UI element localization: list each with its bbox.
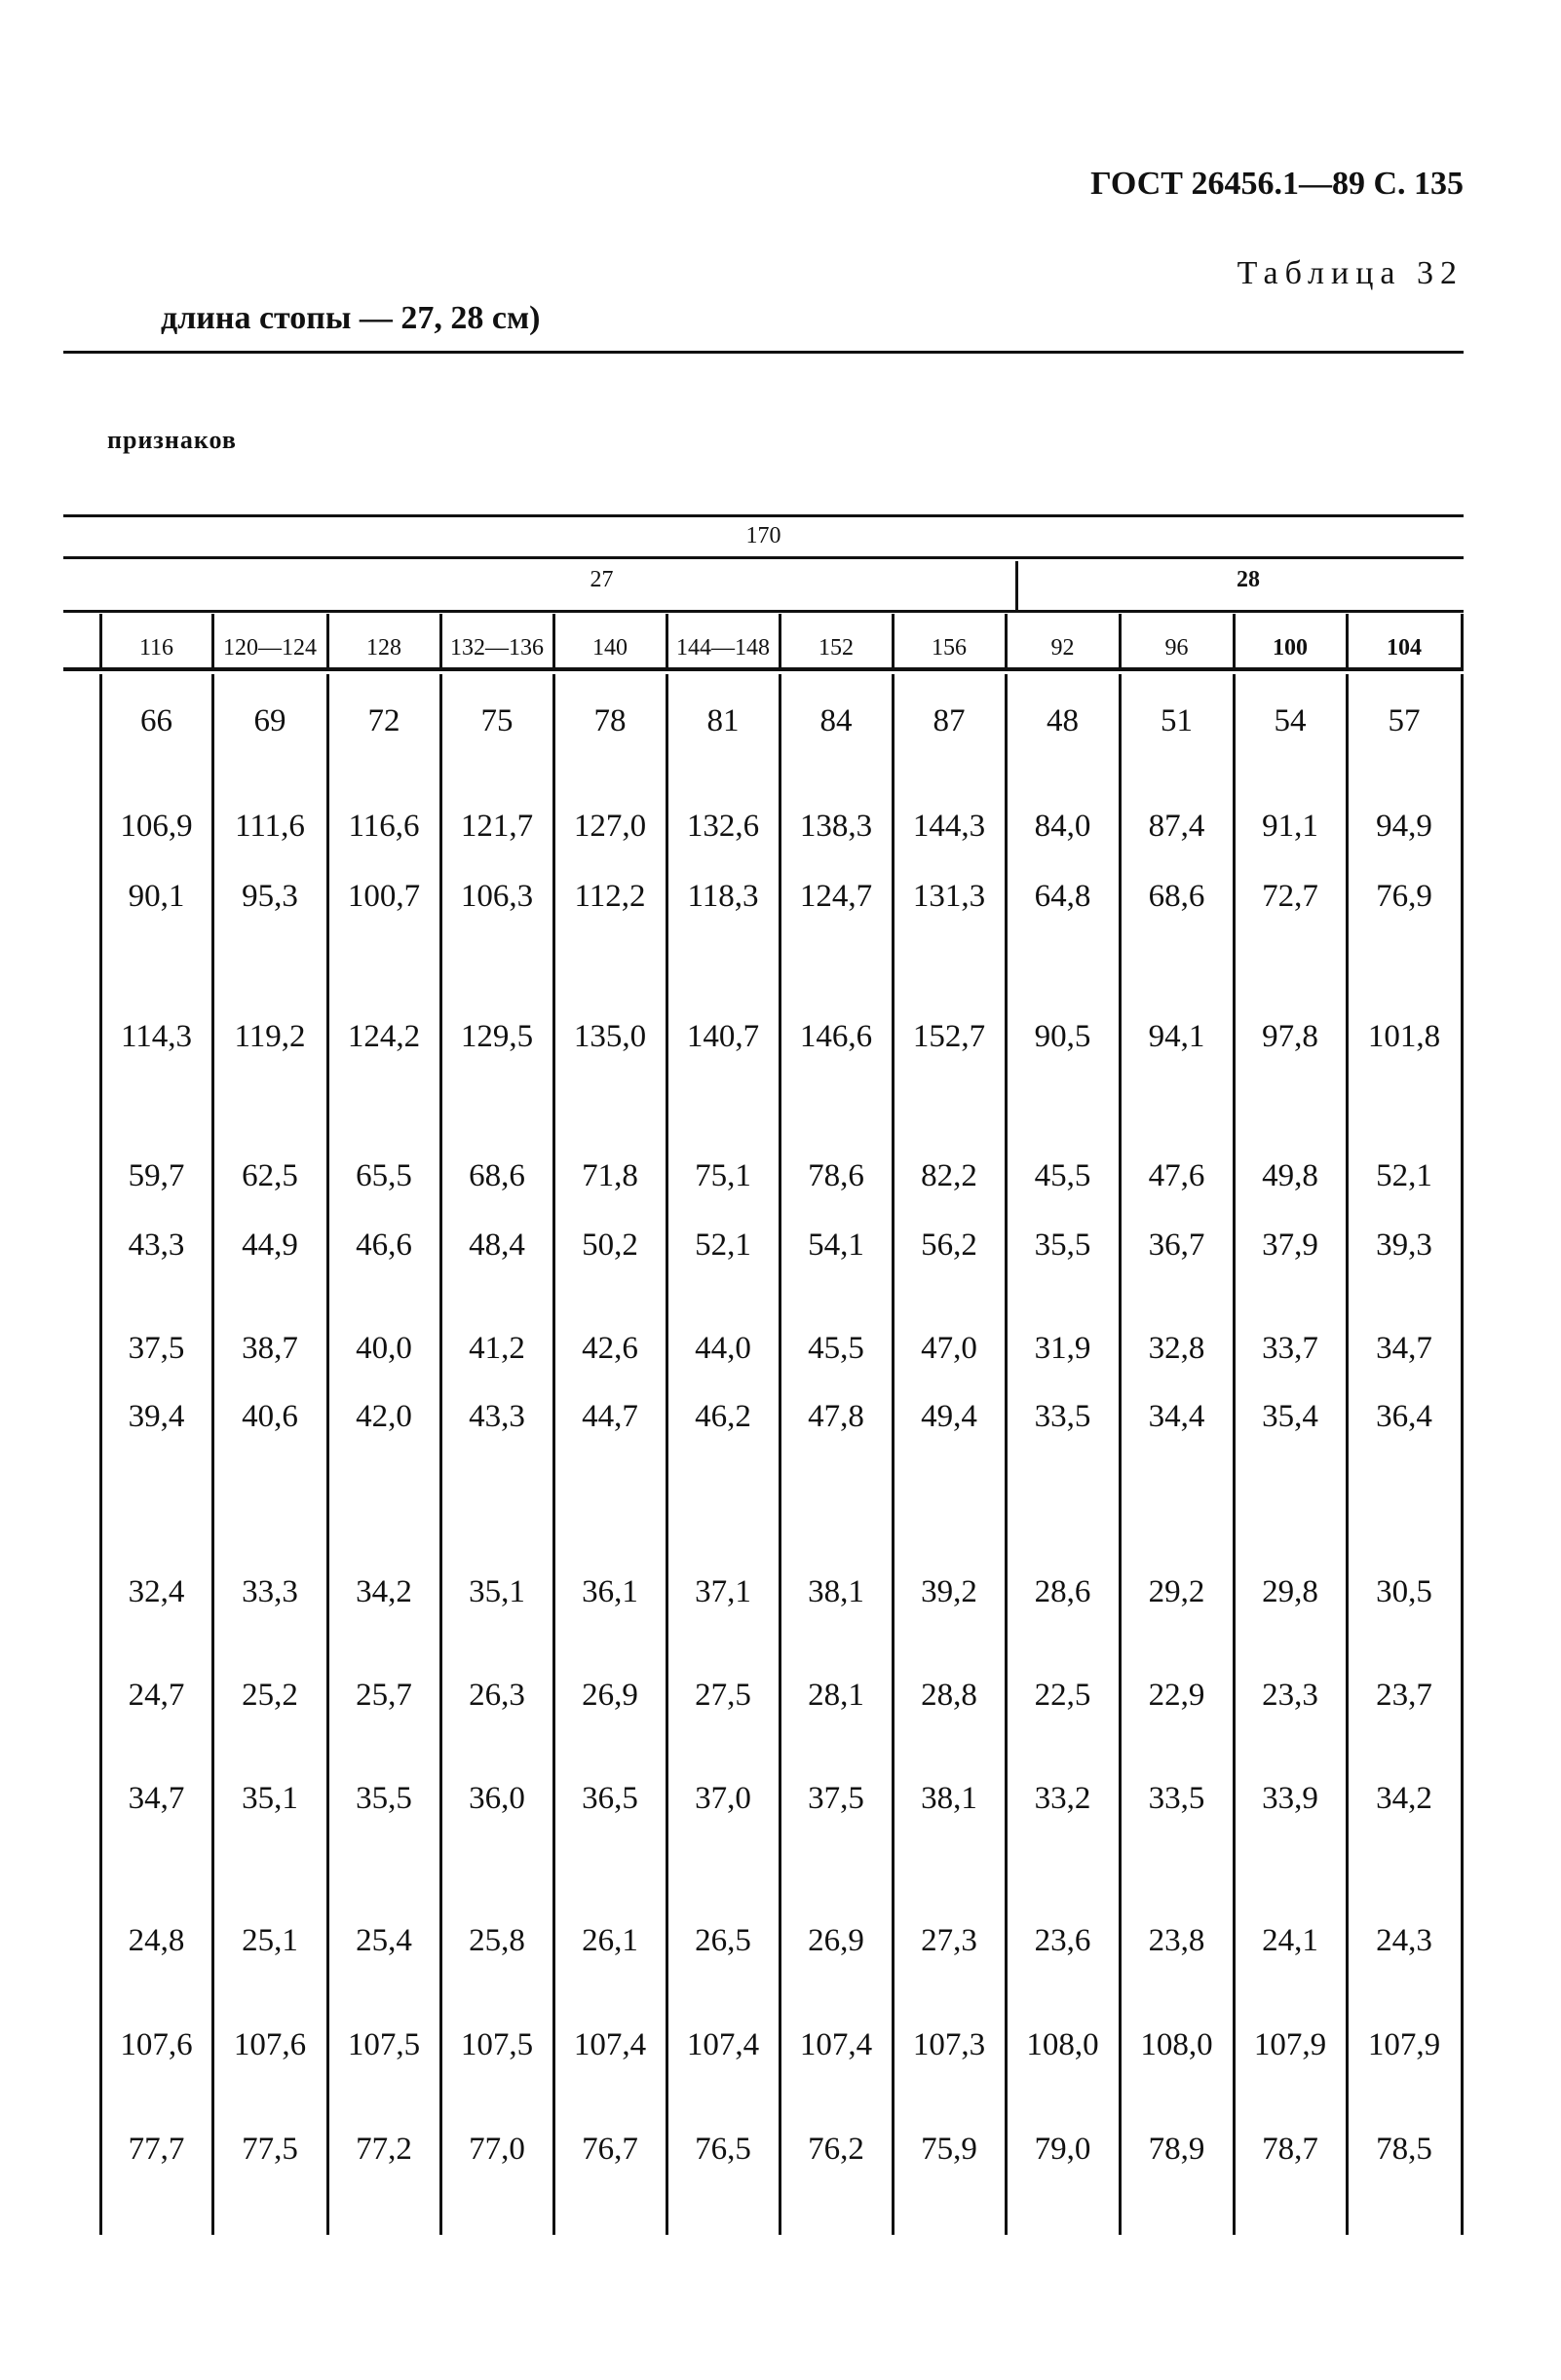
table-cell: 78,9: [1148, 2132, 1205, 2167]
table-cell: 34,2: [1376, 1781, 1432, 1816]
table-cell: 35,5: [356, 1781, 412, 1816]
table-cell: 59,7: [128, 1158, 185, 1193]
table-cell: 37,1: [695, 1574, 751, 1609]
table-cell: 35,5: [1034, 1228, 1091, 1263]
table-cell: 49,8: [1262, 1158, 1318, 1193]
table-label: Таблица 32: [1237, 255, 1464, 291]
table-cell: 107,9: [1253, 2027, 1327, 2062]
table-cell: 47,6: [1148, 1158, 1205, 1193]
table-cell: 121,7: [460, 809, 534, 844]
table-cell: 48: [1047, 703, 1079, 738]
table-cell: 26,9: [808, 1923, 864, 1958]
table-cell: 77,7: [128, 2132, 185, 2167]
table-cell: 37,5: [808, 1781, 864, 1816]
table-cell: 26,1: [582, 1923, 638, 1958]
column-header: 128: [366, 635, 401, 661]
table-cell: 107,6: [233, 2027, 307, 2062]
table-cell: 54,1: [808, 1228, 864, 1263]
table-cell: 27,3: [921, 1923, 977, 1958]
table-cell: 32,8: [1148, 1331, 1205, 1366]
table-cell: 152,7: [912, 1019, 986, 1054]
table-cell: 36,0: [469, 1781, 525, 1816]
table-cell: 33,2: [1034, 1781, 1091, 1816]
table-cell: 35,1: [242, 1781, 298, 1816]
table-cell: 39,4: [128, 1399, 185, 1434]
table-cell: 44,7: [582, 1399, 638, 1434]
table-cell: 24,7: [128, 1678, 185, 1713]
column-header: 104: [1387, 635, 1422, 661]
table-cell: 27,5: [695, 1678, 751, 1713]
table-top-rule: [63, 514, 1464, 517]
table-cell: 87,4: [1148, 809, 1205, 844]
table-cell: 62,5: [242, 1158, 298, 1193]
table-cell: 34,7: [1376, 1331, 1432, 1366]
table-cell: 38,1: [808, 1574, 864, 1609]
table-cell: 71,8: [582, 1158, 638, 1193]
table-cell: 118,3: [687, 879, 759, 914]
table-cell: 40,0: [356, 1331, 412, 1366]
table-cell: 49,4: [921, 1399, 977, 1434]
table-cell: 94,9: [1376, 809, 1432, 844]
table-cell: 24,8: [128, 1923, 185, 1958]
table-cell: 22,5: [1034, 1678, 1091, 1713]
table-cell: 78: [593, 703, 627, 738]
header-column-divider: [666, 614, 668, 667]
table-cell: 23,6: [1034, 1923, 1091, 1958]
table-cell: 107,5: [347, 2027, 421, 2062]
table-cell: 40,6: [242, 1399, 298, 1434]
table-cell: 35,1: [469, 1574, 525, 1609]
table-cell: 132,6: [686, 809, 760, 844]
column-header: 156: [932, 635, 967, 661]
header-column-divider: [892, 614, 895, 667]
table-cell: 114,3: [120, 1019, 193, 1054]
table-cell: 146,6: [799, 1019, 873, 1054]
table-cell: 57: [1388, 703, 1421, 738]
table-cell: 97,8: [1262, 1019, 1318, 1054]
header-rule-2: [63, 610, 1464, 613]
table-cell: 36,1: [582, 1574, 638, 1609]
group-divider: [1015, 561, 1018, 610]
table-cell: 111,6: [235, 809, 305, 844]
table-cell: 91,1: [1262, 809, 1318, 844]
table-cell: 25,7: [356, 1678, 412, 1713]
header-column-divider: [1346, 614, 1349, 667]
table-cell: 38,7: [242, 1331, 298, 1366]
table-cell: 23,7: [1376, 1678, 1432, 1713]
table-cell: 39,3: [1376, 1228, 1432, 1263]
caption-rule: [63, 351, 1464, 354]
table-cell: 116,6: [348, 809, 420, 844]
table-cell: 47,0: [921, 1331, 977, 1366]
group-header-right: 28: [1237, 567, 1260, 592]
table-cell: 34,2: [356, 1574, 412, 1609]
table-cell: 107,4: [686, 2027, 760, 2062]
table-cell: 42,0: [356, 1399, 412, 1434]
page-header: ГОСТ 26456.1—89 С. 135: [1090, 166, 1464, 202]
table-cell: 82,2: [921, 1158, 977, 1193]
group-header-top: 170: [745, 523, 781, 548]
header-column-divider: [99, 614, 102, 667]
column-header: 144—148: [676, 635, 770, 661]
table-cell: 90,5: [1034, 1019, 1091, 1054]
table-cell: 41,2: [469, 1331, 525, 1366]
table-cell: 33,5: [1034, 1399, 1091, 1434]
table-cell: 66: [140, 703, 172, 738]
table-cell: 29,8: [1262, 1574, 1318, 1609]
column-header: 116: [138, 635, 174, 661]
column-header: 140: [592, 635, 628, 661]
table-cell: 77,0: [469, 2132, 525, 2167]
table-cell: 78,6: [808, 1158, 864, 1193]
table-cell: 135,0: [573, 1019, 647, 1054]
table-cell: 44,0: [695, 1331, 751, 1366]
table-cell: 106,9: [120, 809, 193, 844]
table-cell: 107,4: [799, 2027, 873, 2062]
table-cell: 31,9: [1034, 1331, 1091, 1366]
table-cell: 94,1: [1148, 1019, 1205, 1054]
table-cell: 108,0: [1026, 2027, 1099, 2062]
table-cell: 101,8: [1367, 1019, 1441, 1054]
table-cell: 24,3: [1376, 1923, 1432, 1958]
header-column-divider: [326, 614, 329, 667]
table-cell: 30,5: [1376, 1574, 1432, 1609]
table-cell: 72: [367, 703, 400, 738]
table-cell: 37,9: [1262, 1228, 1318, 1263]
table-cell: 33,5: [1148, 1781, 1205, 1816]
table-cell: 34,7: [128, 1781, 185, 1816]
table-cell: 22,9: [1148, 1678, 1205, 1713]
table-cell: 138,3: [799, 809, 873, 844]
table-cell: 75,1: [695, 1158, 751, 1193]
table-cell: 72,7: [1262, 879, 1318, 914]
table-cell: 42,6: [582, 1331, 638, 1366]
table-cell: 50,2: [582, 1228, 638, 1263]
table-cell: 43,3: [469, 1399, 525, 1434]
table-cell: 37,5: [128, 1331, 185, 1366]
table-cell: 84: [819, 703, 853, 738]
header-column-divider: [1461, 614, 1464, 667]
table-cell: 43,3: [128, 1228, 185, 1263]
table-cell: 100,7: [347, 879, 421, 914]
table-cell: 87: [933, 703, 966, 738]
table-cell: 127,0: [573, 809, 647, 844]
table-cell: 69: [253, 703, 286, 738]
table-cell: 47,8: [808, 1399, 864, 1434]
table-cell: 33,3: [242, 1574, 298, 1609]
table-cell: 90,1: [128, 879, 185, 914]
table-cell: 33,7: [1262, 1331, 1318, 1366]
table-cell: 36,5: [582, 1781, 638, 1816]
group-header-left: 27: [590, 567, 614, 592]
table-cell: 129,5: [460, 1019, 534, 1054]
column-header: 132—136: [450, 635, 544, 661]
table-cell: 28,8: [921, 1678, 977, 1713]
table-cell: 56,2: [921, 1228, 977, 1263]
table-cell: 124,7: [799, 879, 873, 914]
table-cell: 76,7: [582, 2132, 638, 2167]
column-header: 152: [819, 635, 854, 661]
table-cell: 46,2: [695, 1399, 751, 1434]
table-cell: 52,1: [695, 1228, 751, 1263]
table-cell: 35,4: [1262, 1399, 1318, 1434]
header-column-divider: [1005, 614, 1008, 667]
table-cell: 84,0: [1034, 809, 1091, 844]
table-cell: 124,2: [347, 1019, 421, 1054]
table-cell: 144,3: [912, 809, 986, 844]
table-cell: 36,7: [1148, 1228, 1205, 1263]
table-cell: 26,9: [582, 1678, 638, 1713]
table-cell: 26,5: [695, 1923, 751, 1958]
table-cell: 25,4: [356, 1923, 412, 1958]
table-cell: 65,5: [356, 1158, 412, 1193]
column-header: 92: [1050, 635, 1075, 661]
table-cell: 119,2: [234, 1019, 306, 1054]
table-cell: 79,0: [1034, 2132, 1091, 2167]
header-column-divider: [1119, 614, 1122, 667]
column-header: 120—124: [223, 635, 317, 661]
table-cell: 33,9: [1262, 1781, 1318, 1816]
table-cell: 107,5: [460, 2027, 534, 2062]
table-cell: 76,2: [808, 2132, 864, 2167]
header-rule-1: [63, 556, 1464, 559]
table-cell: 81: [706, 703, 740, 738]
table-cell: 75: [480, 703, 514, 738]
table-cell: 48,4: [469, 1228, 525, 1263]
table-cell: 107,6: [120, 2027, 193, 2062]
table-cell: 77,2: [356, 2132, 412, 2167]
table-cell: 36,4: [1376, 1399, 1432, 1434]
table-cell: 64,8: [1034, 879, 1091, 914]
table-cell: 108,0: [1140, 2027, 1213, 2062]
table-cell: 140,7: [686, 1019, 760, 1054]
table-cell: 76,9: [1376, 879, 1432, 914]
table-cell: 25,2: [242, 1678, 298, 1713]
table-cell: 23,3: [1262, 1678, 1318, 1713]
header-column-divider: [211, 614, 214, 667]
table-cell: 39,2: [921, 1574, 977, 1609]
table-cell: 28,1: [808, 1678, 864, 1713]
table-cell: 107,9: [1367, 2027, 1441, 2062]
table-cell: 44,9: [242, 1228, 298, 1263]
table-cell: 29,2: [1148, 1574, 1205, 1609]
table-cell: 24,1: [1262, 1923, 1318, 1958]
table-cell: 45,5: [1034, 1158, 1091, 1193]
table-cell: 25,1: [242, 1923, 298, 1958]
table-cell: 107,3: [912, 2027, 986, 2062]
table-cell: 52,1: [1376, 1158, 1432, 1193]
table-cell: 38,1: [921, 1781, 977, 1816]
header-column-divider: [1233, 614, 1236, 667]
table-cell: 78,5: [1376, 2132, 1432, 2167]
column-header: 100: [1273, 635, 1308, 661]
table-cell: 95,3: [242, 879, 298, 914]
table-cell: 68,6: [1148, 879, 1205, 914]
table-cell: 106,3: [460, 879, 534, 914]
table-cell: 112,2: [574, 879, 646, 914]
header-bottom-rule: [63, 667, 1464, 671]
table-cell: 54: [1274, 703, 1307, 738]
table-cell: 23,8: [1148, 1923, 1205, 1958]
table-cell: 26,3: [469, 1678, 525, 1713]
row-label: признаков: [107, 426, 237, 454]
table-cell: 68,6: [469, 1158, 525, 1193]
table-cell: 78,7: [1262, 2132, 1318, 2167]
table-cell: 51: [1161, 703, 1193, 738]
table-cell: 32,4: [128, 1574, 185, 1609]
table-cell: 76,5: [695, 2132, 751, 2167]
table-caption: длина стопы — 27, 28 см): [161, 300, 541, 336]
table-cell: 77,5: [242, 2132, 298, 2167]
column-header: 96: [1164, 635, 1189, 661]
header-column-divider: [439, 614, 442, 667]
table-cell: 45,5: [808, 1331, 864, 1366]
table-cell: 25,8: [469, 1923, 525, 1958]
header-column-divider: [552, 614, 555, 667]
table-cell: 131,3: [912, 879, 986, 914]
header-column-divider: [779, 614, 781, 667]
table-cell: 37,0: [695, 1781, 751, 1816]
table-cell: 75,9: [921, 2132, 977, 2167]
table-cell: 28,6: [1034, 1574, 1091, 1609]
table-cell: 107,4: [573, 2027, 647, 2062]
table-cell: 34,4: [1148, 1399, 1205, 1434]
table-cell: 46,6: [356, 1228, 412, 1263]
